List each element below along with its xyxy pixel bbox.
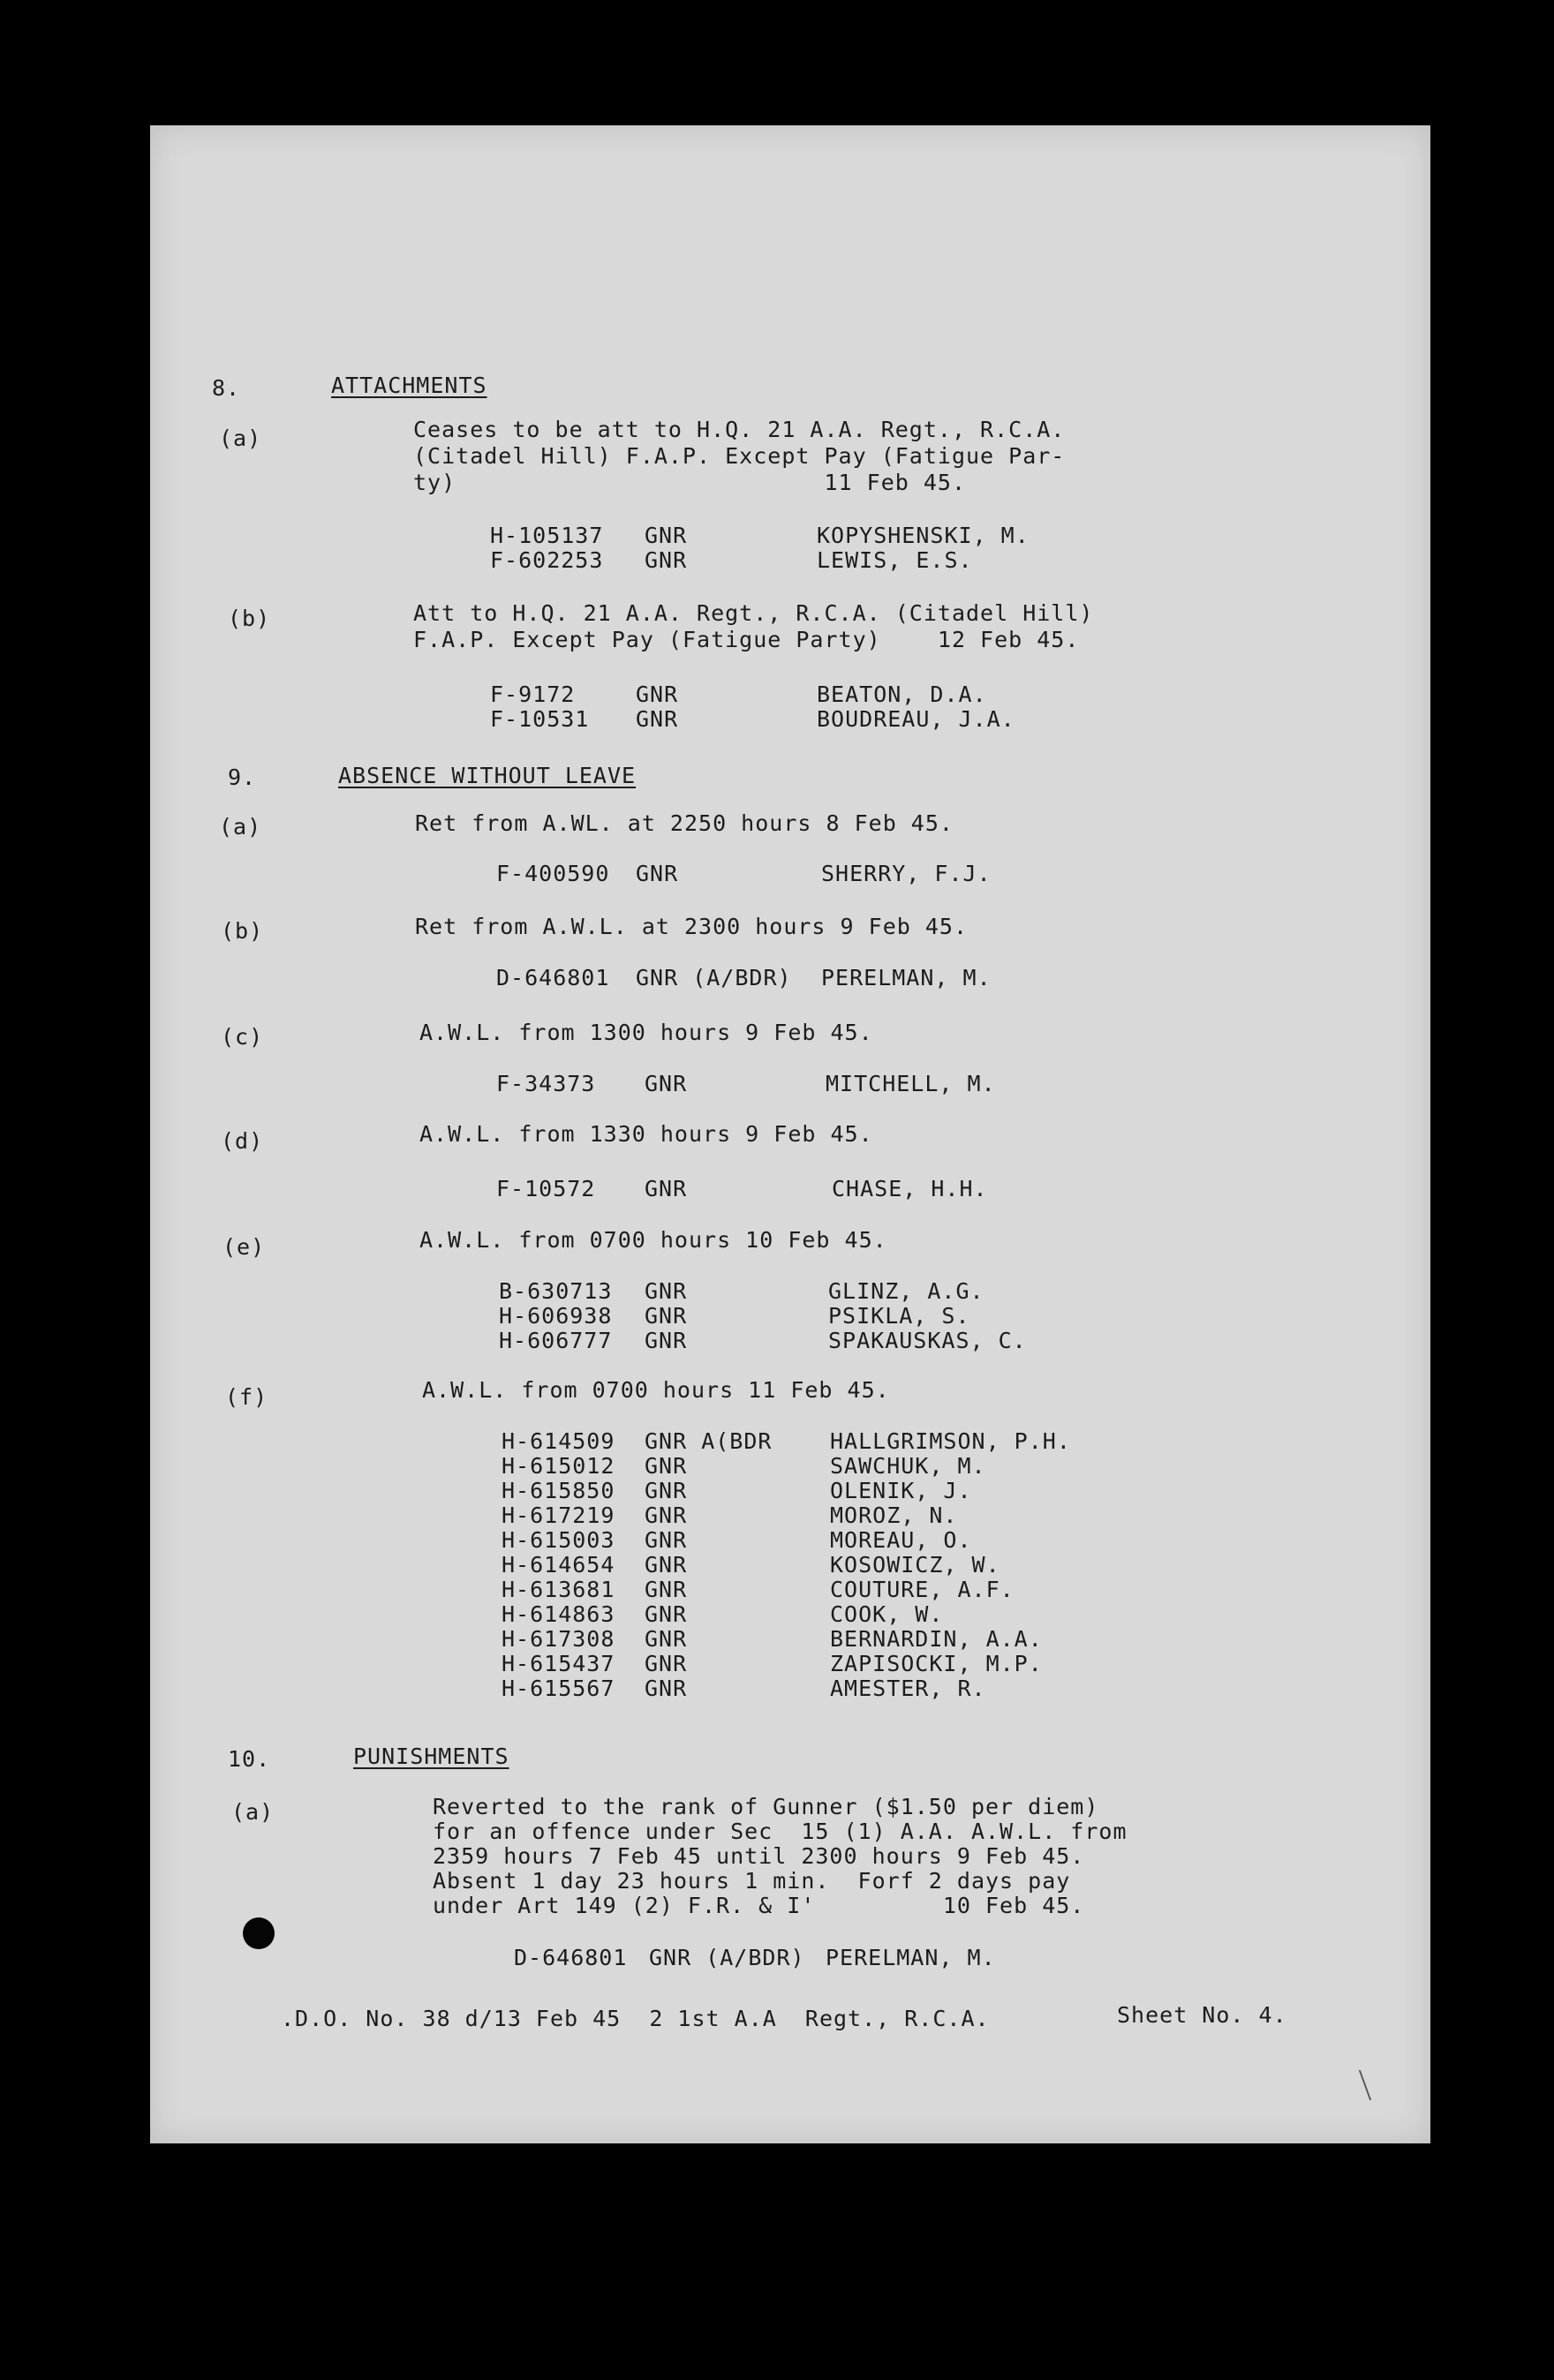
rank: GNR bbox=[645, 1176, 688, 1201]
soldier-name: LEWIS, E.S. bbox=[817, 547, 973, 573]
service-number: H-614863 bbox=[502, 1601, 615, 1627]
item-label: (f) bbox=[225, 1384, 268, 1410]
soldier-name: MOREAU, O. bbox=[830, 1527, 972, 1553]
soldier-name: COOK, W. bbox=[830, 1601, 944, 1627]
item-text: A.W.L. from 0700 hours 11 Feb 45. bbox=[422, 1377, 890, 1403]
soldier-name: BOUDREAU, J.A. bbox=[817, 706, 1015, 732]
service-number: H-615567 bbox=[502, 1676, 615, 1701]
item-label: (a) bbox=[219, 426, 262, 451]
section-title: ATTACHMENTS bbox=[331, 373, 487, 398]
soldier-name: MITCHELL, M. bbox=[826, 1071, 996, 1096]
item-text-line: under Art 149 (2) F.R. & I' 10 Feb 45. bbox=[433, 1893, 1085, 1918]
service-number: F-602253 bbox=[490, 547, 604, 573]
soldier-name: KOSOWICZ, W. bbox=[830, 1552, 1000, 1578]
item-text: Ret from A.W.L. at 2300 hours 9 Feb 45. bbox=[415, 914, 968, 939]
soldier-name: PSIKLA, S. bbox=[828, 1303, 970, 1329]
service-number: H-614509 bbox=[502, 1428, 615, 1454]
service-number: H-606777 bbox=[499, 1328, 613, 1353]
soldier-name: SHERRY, F.J. bbox=[821, 861, 992, 886]
soldier-name: SAWCHUK, M. bbox=[830, 1453, 986, 1479]
section-title: PUNISHMENTS bbox=[353, 1744, 509, 1769]
soldier-name: COUTURE, A.F. bbox=[830, 1577, 1015, 1602]
item-label: (d) bbox=[221, 1128, 264, 1154]
soldier-name: PERELMAN, M. bbox=[826, 1945, 996, 1970]
service-number: H-617219 bbox=[502, 1503, 615, 1528]
item-text-line: 2359 hours 7 Feb 45 until 2300 hours 9 Feb 45. bbox=[433, 1843, 1085, 1869]
rank: GNR bbox=[645, 1503, 688, 1528]
soldier-name: PERELMAN, M. bbox=[821, 965, 992, 990]
service-number: D-646801 bbox=[514, 1945, 628, 1970]
rank: GNR bbox=[645, 547, 688, 573]
rank: GNR bbox=[645, 1478, 688, 1503]
soldier-name: AMESTER, R. bbox=[830, 1676, 986, 1701]
item-text-line: for an offence under Sec 15 (1) A.A. A.W.L. from bbox=[433, 1819, 1128, 1844]
soldier-name: SPAKAUSKAS, C. bbox=[828, 1328, 1027, 1353]
service-number: H-615437 bbox=[502, 1651, 615, 1676]
item-text-line: F.A.P. Except Pay (Fatigue Party) 12 Feb 45. bbox=[413, 627, 1080, 652]
service-number: F-10572 bbox=[496, 1176, 596, 1201]
item-text: Ret from A.WL. at 2250 hours 8 Feb 45. bbox=[415, 810, 954, 836]
rank: GNR bbox=[645, 1303, 688, 1329]
service-number: F-34373 bbox=[496, 1071, 596, 1096]
sheet-number: Sheet No. 4. bbox=[1117, 2002, 1287, 2028]
rank: GNR bbox=[645, 1278, 688, 1304]
punch-hole bbox=[243, 1917, 275, 1949]
service-number: H-606938 bbox=[499, 1303, 613, 1329]
service-number: H-615850 bbox=[502, 1478, 615, 1503]
soldier-name: MOROZ, N. bbox=[830, 1503, 958, 1528]
section-number: 8. bbox=[212, 375, 241, 401]
item-label: (c) bbox=[221, 1024, 264, 1050]
rank: GNR bbox=[645, 1552, 688, 1578]
item-label: (e) bbox=[223, 1234, 266, 1260]
rank: GNR bbox=[645, 1328, 688, 1353]
rank: GNR bbox=[645, 1071, 688, 1096]
rank: GNR (A/BDR) bbox=[649, 1945, 805, 1970]
service-number: F-9172 bbox=[490, 682, 576, 707]
rank: GNR bbox=[645, 1626, 688, 1652]
rank: GNR (A/BDR) bbox=[636, 965, 792, 990]
soldier-name: GLINZ, A.G. bbox=[828, 1278, 984, 1304]
footer-reference: .D.O. No. 38 d/13 Feb 45 2 1st A.A Regt., R.C.A. bbox=[281, 2006, 990, 2031]
rank: GNR bbox=[636, 861, 679, 886]
soldier-name: BEATON, D.A. bbox=[817, 682, 987, 707]
item-text-line: Absent 1 day 23 hours 1 min. Forf 2 days pay bbox=[433, 1868, 1071, 1894]
soldier-name: HALLGRIMSON, P.H. bbox=[830, 1428, 1071, 1454]
rank: GNR A(BDR bbox=[645, 1428, 773, 1454]
soldier-name: ZAPISOCKI, M.P. bbox=[830, 1651, 1043, 1676]
item-text-line: Reverted to the rank of Gunner ($1.50 per diem) bbox=[433, 1794, 1099, 1819]
item-label: (b) bbox=[228, 606, 271, 631]
rank: GNR bbox=[645, 523, 688, 548]
item-text: A.W.L. from 1330 hours 9 Feb 45. bbox=[419, 1121, 873, 1147]
service-number: H-615003 bbox=[502, 1527, 615, 1553]
item-text-line: Ceases to be att to H.Q. 21 A.A. Regt., R.C.A. bbox=[413, 417, 1066, 442]
rank: GNR bbox=[636, 682, 679, 707]
service-number: F-10531 bbox=[490, 706, 590, 732]
service-number: H-614654 bbox=[502, 1552, 615, 1578]
item-text: A.W.L. from 1300 hours 9 Feb 45. bbox=[419, 1020, 873, 1045]
item-text-line: ty) 11 Feb 45. bbox=[413, 470, 966, 495]
soldier-name: OLENIK, J. bbox=[830, 1478, 972, 1503]
service-number: H-613681 bbox=[502, 1577, 615, 1602]
service-number: D-646801 bbox=[496, 965, 610, 990]
item-label: (a) bbox=[219, 814, 262, 840]
soldier-name: KOPYSHENSKI, M. bbox=[817, 523, 1030, 548]
item-text-line: (Citadel Hill) F.A.P. Except Pay (Fatigue Par- bbox=[413, 443, 1066, 469]
item-text-line: Att to H.Q. 21 A.A. Regt., R.C.A. (Citadel Hill) bbox=[413, 600, 1094, 626]
service-number: H-615012 bbox=[502, 1453, 615, 1479]
service-number: H-105137 bbox=[490, 523, 604, 548]
item-text: A.W.L. from 0700 hours 10 Feb 45. bbox=[419, 1227, 887, 1253]
soldier-name: BERNARDIN, A.A. bbox=[830, 1626, 1043, 1652]
rank: GNR bbox=[645, 1601, 688, 1627]
section-title: ABSENCE WITHOUT LEAVE bbox=[338, 763, 637, 788]
rank: GNR bbox=[645, 1651, 688, 1676]
section-number: 9. bbox=[228, 764, 257, 790]
rank: GNR bbox=[645, 1577, 688, 1602]
item-label: (a) bbox=[231, 1799, 275, 1825]
service-number: H-617308 bbox=[502, 1626, 615, 1652]
rank: GNR bbox=[645, 1676, 688, 1701]
rank: GNR bbox=[636, 706, 679, 732]
rank: GNR bbox=[645, 1527, 688, 1553]
soldier-name: CHASE, H.H. bbox=[832, 1176, 988, 1201]
item-label: (b) bbox=[221, 918, 264, 944]
service-number: B-630713 bbox=[499, 1278, 613, 1304]
rank: GNR bbox=[645, 1453, 688, 1479]
section-number: 10. bbox=[228, 1746, 271, 1772]
service-number: F-400590 bbox=[496, 861, 610, 886]
